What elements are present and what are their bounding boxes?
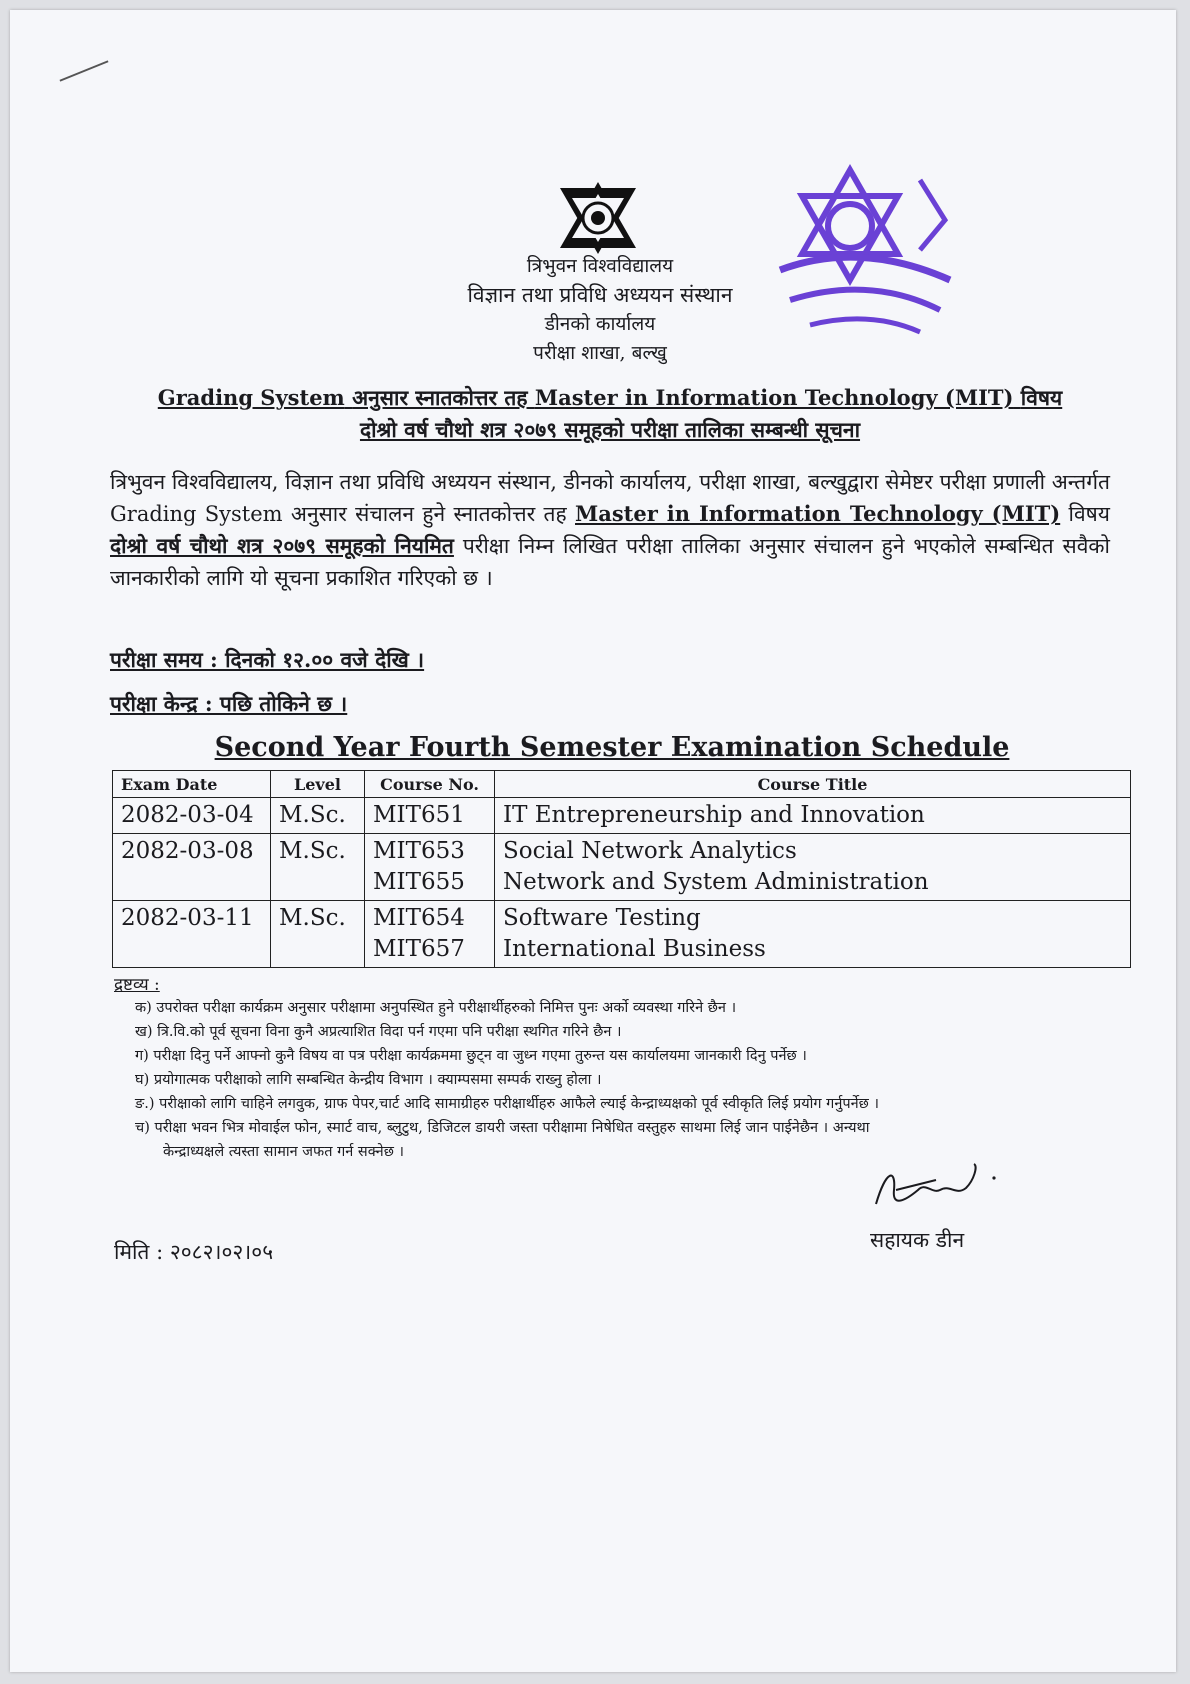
note-item: च) परीक्षा भवन भित्र मोवाईल फोन, स्मार्ट वाच, ब्लुटुथ, डिजिटल डायरी जस्ता परीक्षामा निषेधित वस्तुहरु साथमा लिई जान पाईनेछैन । अन्यथा <box>135 1120 870 1136</box>
course-title-cell <box>495 834 1131 901</box>
course-no-cell <box>365 798 495 834</box>
note-item: ङ.) परीक्षाको लागि चाहिने लगवुक, ग्राफ पेपर,चार्ट आदि सामाग्रीहरु परीक्षार्थीहरु आफैले ल्याई केन्द्राध्यक्षको पूर्व स्वीकृति लिई प्रयोग गर्नुपर्नेछ । <box>135 1096 879 1112</box>
body-part3: परीक्षा निम्न लिखित परीक्षा तालिका अनुसार संचालन हुने भएकोले सम्बन्धित सवैको जानकारीको लागि यो सूचना प्रकाशित गरिएको छ । <box>110 534 1110 590</box>
course-no-cell <box>365 834 495 901</box>
header-course-no: Course No. <box>365 771 495 798</box>
notice-title-level: अनुसार स्नातकोत्तर तह <box>352 385 528 410</box>
note-item: ख) त्रि.वि.को पूर्व सूचना विना कुनै अप्रत्याशित विदा पर्न गएमा पनि परीक्षा स्थगित गरिने छैन । <box>135 1024 622 1040</box>
course-no: MIT657 <box>373 936 465 962</box>
notice-title-subject: विषय <box>1020 385 1063 410</box>
signature-icon <box>866 1160 1016 1220</box>
note-item: क) उपरोक्त परीक्षा कार्यक्रम अनुसार परीक्षामा अनुपस्थित हुने परीक्षार्थीहरुको निमित्त पुनः अर्को व्यवस्था गरिने छैन । <box>135 1000 737 1016</box>
body-part1: त्रिभुवन विश्वविद्यालय, विज्ञान तथा प्रविधि अध्ययन संस्थान, डीनको कार्यालय, परीक्षा शाखा, बल्खुद्वारा सेमेष्टर परीक्षा प्रणाली अन्तर्गत Grading System अनुसार संचालन हुने स्नातकोत्तर तह <box>110 470 1110 526</box>
course-no: MIT655 <box>373 869 465 895</box>
course-title: International Business <box>503 936 766 962</box>
course-title: IT Entrepreneurship and Innovation <box>503 802 925 828</box>
body-part2: विषय <box>1068 502 1110 526</box>
course-title: Social Network Analytics <box>503 838 797 864</box>
level-cell: M.Sc. <box>271 834 365 901</box>
header-level: Level <box>271 771 365 798</box>
exam-date-cell: 2082-03-11 <box>113 901 271 968</box>
notes-list <box>135 996 1120 1164</box>
stray-pen-mark <box>60 60 109 81</box>
institute-name: विज्ञान तथा प्रविधि अध्ययन संस्थान <box>467 283 733 307</box>
note-item: घ) प्रयोगात्मक परीक्षाको लागि सम्बन्धित केन्द्रीय विभाग । क्याम्पसमा सम्पर्क राख्नु होला । <box>135 1072 602 1088</box>
schedule-header-row <box>113 771 1131 798</box>
table-row <box>113 834 1131 901</box>
course-title-cell <box>495 798 1131 834</box>
course-no: MIT651 <box>373 802 465 828</box>
notice-body <box>110 466 1110 594</box>
course-no-cell <box>365 901 495 968</box>
body-batch: दोश्रो वर्ष चौथो शत्र २०७९ समूहको नियमित <box>110 533 454 558</box>
notes-title: द्रष्टव्य : <box>114 975 160 995</box>
level-cell: M.Sc. <box>271 798 365 834</box>
note-continuation: केन्द्राध्यक्षले त्यस्ता सामान जफत गर्न सक्नेछ । <box>163 1144 404 1160</box>
notice-title <box>110 382 1110 446</box>
notice-title-line2: दोश्रो वर्ष चौथो शत्र २०७९ समूहको परीक्षा तालिका सम्बन्धी सूचना <box>359 417 861 442</box>
course-title: Software Testing <box>503 905 701 931</box>
note-item: ग) परीक्षा दिनु पर्ने आफ्नो कुनै विषय वा पत्र परीक्षा कार्यक्रममा छुट्न वा जुध्न गएमा तुरुन्त यस कार्यालयमा जानकारी दिनु पर्नेछ । <box>135 1048 807 1064</box>
exam-center: परीक्षा केन्द्र : पछि तोकिने छ । <box>110 691 348 716</box>
document-page <box>10 10 1176 1672</box>
signatory-title: सहायक डीन <box>870 1228 965 1252</box>
course-no: MIT654 <box>373 905 465 931</box>
office-name: डीनको कार्यालय <box>544 313 656 335</box>
section-name: परीक्षा शाखा, बल्खु <box>533 342 667 364</box>
exam-time: परीक्षा समय : दिनको १२.०० वजे देखि । <box>110 647 425 672</box>
institution-header <box>390 252 810 368</box>
university-name: त्रिभुवन विश्वविद्यालय <box>526 255 674 277</box>
notice-title-grading: Grading System <box>157 385 345 410</box>
notice-date: मिति : २०८२।०२।०५ <box>114 1240 274 1264</box>
course-no: MIT653 <box>373 838 465 864</box>
course-title: Network and System Administration <box>503 869 929 895</box>
body-program: Master in Information Technology (MIT) <box>575 501 1061 526</box>
table-row <box>113 798 1131 834</box>
university-logo-icon <box>556 180 640 256</box>
header-exam-date: Exam Date <box>113 771 271 798</box>
notice-title-program: Master in Information Technology (MIT) <box>534 385 1014 410</box>
header-course-title: Course Title <box>495 771 1131 798</box>
schedule-table <box>112 770 1131 968</box>
schedule-title: Second Year Fourth Semester Examination Schedule <box>214 732 1010 763</box>
table-row <box>113 901 1131 968</box>
exam-date-cell: 2082-03-04 <box>113 798 271 834</box>
level-cell: M.Sc. <box>271 901 365 968</box>
exam-date-cell: 2082-03-08 <box>113 834 271 901</box>
course-title-cell <box>495 901 1131 968</box>
